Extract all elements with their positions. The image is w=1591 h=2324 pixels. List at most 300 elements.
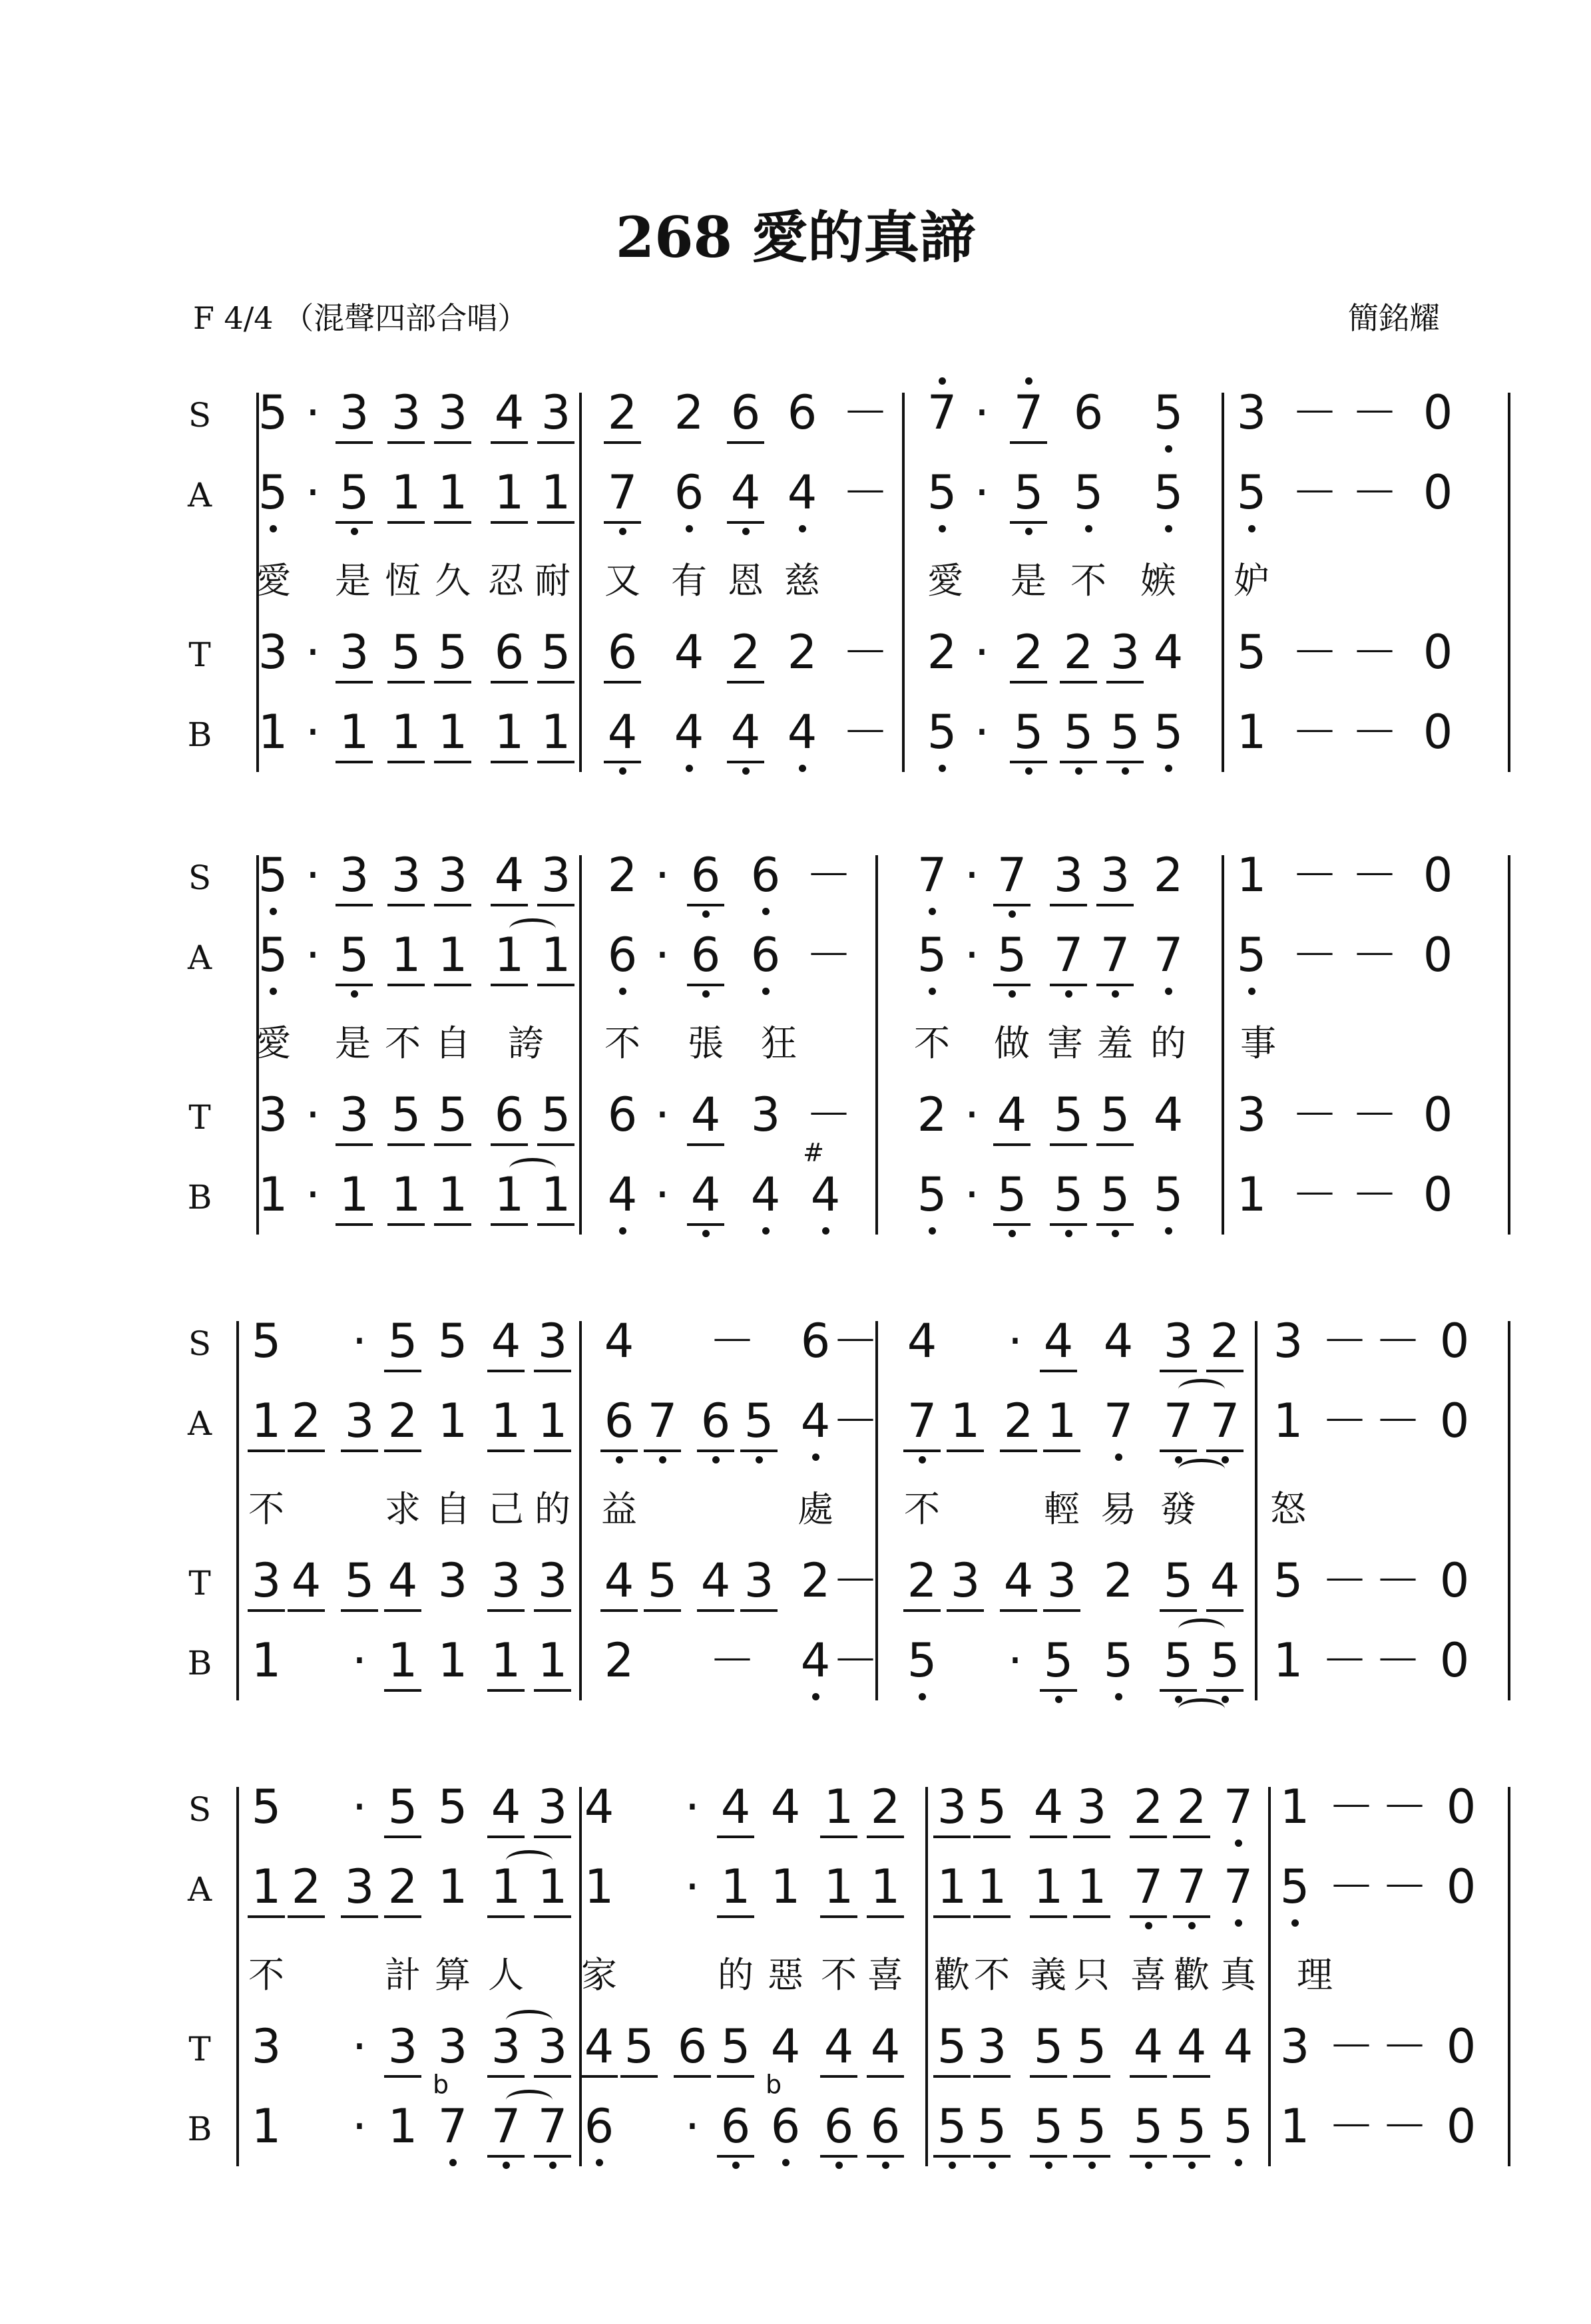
note: 6 <box>1073 385 1104 440</box>
lyric-char: 久 <box>435 560 471 602</box>
voice-label: T <box>188 1564 211 1603</box>
note: · <box>351 2099 367 2154</box>
underline-beam <box>674 2075 711 2078</box>
note: － <box>805 848 852 902</box>
note: 6 <box>750 928 781 982</box>
note: 5 <box>258 848 288 902</box>
octave-dot-below <box>1112 1230 1119 1237</box>
note: 4 <box>584 1780 614 1834</box>
note: 5 <box>437 1780 468 1834</box>
underline-beam <box>820 1915 857 1918</box>
note: 4 <box>750 1167 781 1222</box>
note: 5 <box>1176 2099 1207 2154</box>
octave-dot-below <box>742 528 750 535</box>
note: 4 <box>720 1780 751 1834</box>
note: 5 <box>977 2099 1007 2154</box>
underline-beam <box>336 1143 373 1146</box>
lyric-char: 又 <box>604 560 640 602</box>
note: 6 <box>800 1314 831 1368</box>
note: 1 <box>1076 1859 1107 1914</box>
note: － <box>1351 625 1398 679</box>
note: 4 <box>674 625 704 679</box>
octave-dot-below <box>1165 445 1172 453</box>
lyric-char: 恩 <box>728 560 764 602</box>
note: 5 <box>1163 1553 1194 1608</box>
underline-beam <box>620 2075 658 2078</box>
underline-beam <box>537 761 574 763</box>
note: 3 <box>339 385 369 440</box>
lyric-char: 愛 <box>255 560 291 602</box>
note: 0 <box>1446 2019 1477 2074</box>
lyric-char: 求 <box>385 1488 421 1530</box>
note: － <box>842 465 889 520</box>
note: · <box>654 848 670 902</box>
note: 1 <box>1033 1859 1064 1914</box>
note: － <box>1375 1394 1421 1448</box>
accidental-sign: # <box>803 1138 824 1167</box>
accidental-sign: b <box>432 2070 449 2099</box>
underline-beam <box>820 1836 857 1838</box>
note: · <box>305 465 321 520</box>
underline-beam <box>288 1915 325 1918</box>
note: · <box>684 1780 700 1834</box>
lyric-char: 己 <box>488 1488 524 1530</box>
note: · <box>974 625 990 679</box>
note: · <box>305 1087 321 1142</box>
octave-dot-below <box>1235 2159 1242 2166</box>
underline-beam <box>697 1609 734 1612</box>
note: 4 <box>1153 625 1184 679</box>
underline-beam <box>434 681 471 683</box>
underline-beam <box>248 1609 285 1612</box>
note: 3 <box>391 848 421 902</box>
note: 4 <box>1133 2019 1164 2074</box>
note: 3 <box>339 848 369 902</box>
note: 1 <box>1273 1633 1303 1688</box>
note: 5 <box>1210 1633 1240 1688</box>
note: 4 <box>1003 1553 1034 1608</box>
octave-dot-below <box>686 525 693 532</box>
note: 7 <box>1153 928 1184 982</box>
underline-beam <box>336 441 373 444</box>
note: 1 <box>437 928 468 982</box>
note: 7 <box>1013 385 1044 440</box>
underline-beam <box>1030 2075 1067 2078</box>
note: · <box>351 1314 367 1368</box>
note: · <box>964 928 980 982</box>
note: － <box>1381 1859 1428 1914</box>
voice-label: B <box>187 1178 212 1217</box>
lyric-char: 是 <box>335 560 371 602</box>
note: 7 <box>537 2099 568 2154</box>
octave-dot-below <box>1175 1456 1182 1463</box>
slur-arc <box>1178 1459 1225 1479</box>
note: － <box>1291 928 1338 982</box>
note: 4 <box>800 1394 831 1448</box>
underline-beam <box>867 1915 904 1918</box>
note: － <box>1351 928 1398 982</box>
note: 1 <box>1046 1394 1077 1448</box>
octave-dot-below <box>270 988 277 995</box>
note: 6 <box>690 928 721 982</box>
lyric-char: 只 <box>1074 1954 1110 1996</box>
underline-beam <box>491 521 528 524</box>
underline-beam <box>973 2075 1011 2078</box>
note: 5 <box>437 625 468 679</box>
note: 2 <box>870 1780 901 1834</box>
note: 6 <box>870 2099 901 2154</box>
underline-beam <box>933 2075 971 2078</box>
octave-dot-above <box>1025 377 1032 385</box>
octave-dot-below <box>619 988 626 995</box>
note: 3 <box>344 1859 375 1914</box>
underline-beam <box>1043 1450 1080 1452</box>
note: 5 <box>1033 2019 1064 2074</box>
underline-beam <box>1030 2155 1067 2158</box>
note: · <box>305 848 321 902</box>
lyric-char: 處 <box>797 1488 833 1530</box>
note: 5 <box>1100 1087 1130 1142</box>
octave-dot-below <box>596 2159 603 2166</box>
note: － <box>1328 1859 1375 1914</box>
note: 1 <box>1236 705 1267 759</box>
note: 5 <box>1163 1633 1194 1688</box>
underline-beam <box>687 984 724 986</box>
note: 4 <box>607 705 638 759</box>
voice-label: S <box>188 396 212 435</box>
octave-dot-below <box>1235 1840 1242 1847</box>
note: 0 <box>1423 928 1453 982</box>
note: 3 <box>1236 1087 1267 1142</box>
note: － <box>1321 1633 1368 1688</box>
underline-beam <box>1060 761 1097 763</box>
underline-beam <box>491 441 528 444</box>
note: · <box>684 1859 700 1914</box>
note: 3 <box>1279 2019 1310 2074</box>
underline-beam <box>1206 1450 1244 1452</box>
note: 1 <box>437 1859 468 1914</box>
note: 3 <box>258 1087 288 1142</box>
note: － <box>832 1314 879 1368</box>
note: 1 <box>950 1394 981 1448</box>
lyric-char: 喜 <box>867 1954 903 1996</box>
note: 0 <box>1423 848 1453 902</box>
lyric-char: 自 <box>435 1022 471 1064</box>
note: 4 <box>770 2019 801 2074</box>
underline-beam <box>537 681 574 683</box>
underline-beam <box>336 984 373 986</box>
lyric-char: 不 <box>248 1954 284 1996</box>
underline-beam <box>687 904 724 906</box>
underline-beam <box>487 1450 525 1452</box>
underline-beam <box>820 2155 857 2158</box>
underline-beam <box>487 1689 525 1692</box>
note: · <box>654 928 670 982</box>
note: 4 <box>800 1633 831 1688</box>
song-title: 268 愛的真諦 <box>615 204 976 270</box>
note: 4 <box>690 1167 721 1222</box>
underline-beam <box>387 904 425 906</box>
note: 1 <box>258 1167 288 1222</box>
note: 0 <box>1446 1780 1477 1834</box>
underline-beam <box>336 761 373 763</box>
underline-beam <box>1130 2155 1167 2158</box>
underline-beam <box>1050 1223 1087 1226</box>
note: 5 <box>1236 928 1267 982</box>
note: 1 <box>584 1859 614 1914</box>
note: 7 <box>917 848 947 902</box>
note: 0 <box>1423 1167 1453 1222</box>
lyric-char: 不 <box>914 1022 950 1064</box>
underline-beam <box>434 441 471 444</box>
octave-dot-below <box>351 990 358 998</box>
note: 1 <box>1279 1780 1310 1834</box>
underline-beam <box>434 904 471 906</box>
lyric-char: 慈 <box>784 560 820 602</box>
note: 1 <box>1279 2099 1310 2154</box>
note: 5 <box>339 928 369 982</box>
bar-line <box>1508 393 1510 772</box>
underline-beam <box>947 1450 984 1452</box>
octave-dot-below <box>1145 1922 1152 1929</box>
underline-beam <box>1050 904 1087 906</box>
note: · <box>964 848 980 902</box>
note: － <box>709 1314 756 1368</box>
underline-beam <box>1050 1143 1087 1146</box>
underline-beam <box>387 441 425 444</box>
underline-beam <box>1010 761 1047 763</box>
underline-beam <box>336 904 373 906</box>
key-time-signature: F 4/4 （混聲四部合唱） <box>193 300 529 336</box>
lyric-char: 是 <box>1011 560 1046 602</box>
octave-dot-below <box>782 2159 790 2166</box>
note: 5 <box>1279 1859 1310 1914</box>
note: 1 <box>1236 848 1267 902</box>
note: 6 <box>750 848 781 902</box>
note: 5 <box>647 1553 678 1608</box>
slur-arc <box>1178 1698 1225 1719</box>
note: 5 <box>251 1314 282 1368</box>
note: 3 <box>977 2019 1007 2074</box>
octave-dot-below <box>1085 525 1092 532</box>
underline-beam <box>341 1915 378 1918</box>
lyric-char: 不 <box>904 1488 940 1530</box>
underline-beam <box>387 761 425 763</box>
note: 6 <box>607 625 638 679</box>
underline-beam <box>973 1915 1011 1918</box>
note: 6 <box>494 625 525 679</box>
octave-dot-below <box>762 1227 770 1235</box>
octave-dot-below <box>812 1693 819 1700</box>
underline-beam <box>537 521 574 524</box>
lyric-char: 妒 <box>1234 560 1269 602</box>
note: 3 <box>251 2019 282 2074</box>
underline-beam <box>717 1836 754 1838</box>
note: 2 <box>291 1859 322 1914</box>
lyric-char: 恆 <box>385 560 421 602</box>
underline-beam <box>487 2155 525 2158</box>
octave-dot-below <box>1235 1919 1242 1927</box>
lyric-char: 的 <box>535 1488 570 1530</box>
note: 4 <box>491 1314 521 1368</box>
note: 5 <box>927 705 957 759</box>
score-system <box>0 1308 1591 1707</box>
note: 4 <box>604 1314 634 1368</box>
lyric-char: 不 <box>821 1954 857 1996</box>
note: 2 <box>1003 1394 1034 1448</box>
note: － <box>832 1633 879 1688</box>
octave-dot-below <box>1175 1696 1182 1703</box>
underline-beam <box>1106 681 1144 683</box>
note: － <box>709 1633 756 1688</box>
note: 2 <box>787 625 817 679</box>
note: － <box>842 625 889 679</box>
lyric-char: 算 <box>435 1954 471 1996</box>
note: 5 <box>1063 705 1094 759</box>
note: 4 <box>1210 1553 1240 1608</box>
note: 5 <box>1073 465 1104 520</box>
note: － <box>1291 1167 1338 1222</box>
underline-beam <box>1160 1609 1197 1612</box>
note: 5 <box>744 1394 774 1448</box>
note: 1 <box>541 1167 571 1222</box>
note: － <box>1291 1087 1338 1142</box>
note: 1 <box>391 1167 421 1222</box>
underline-beam <box>867 2155 904 2158</box>
note: 5 <box>937 2099 967 2154</box>
lyric-char: 益 <box>601 1488 637 1530</box>
underline-beam <box>973 1836 1011 1838</box>
note: 2 <box>604 1633 634 1688</box>
underline-beam <box>1106 761 1144 763</box>
note: 4 <box>823 2019 854 2074</box>
note: 1 <box>494 705 525 759</box>
score-system <box>0 379 1591 779</box>
underline-beam <box>387 681 425 683</box>
underline-beam <box>537 1143 574 1146</box>
note: 6 <box>604 1394 634 1448</box>
note: 2 <box>1063 625 1094 679</box>
octave-dot-below <box>702 1230 710 1237</box>
underline-beam <box>491 1223 528 1226</box>
underline-beam <box>993 1223 1030 1226</box>
underline-beam <box>336 1223 373 1226</box>
note: － <box>1351 848 1398 902</box>
underline-beam <box>341 1450 378 1452</box>
note: 5 <box>391 1087 421 1142</box>
octave-dot-below <box>619 767 626 775</box>
underline-beam <box>341 1609 378 1612</box>
note: 3 <box>251 1553 282 1608</box>
note: － <box>1328 1780 1375 1834</box>
note: 5 <box>1076 2099 1107 2154</box>
underline-beam <box>727 441 764 444</box>
note: 7 <box>491 2099 521 2154</box>
lyric-char: 義 <box>1030 1954 1066 1996</box>
octave-dot-below <box>882 2162 889 2169</box>
note: 6 <box>823 2099 854 2154</box>
note: － <box>842 705 889 759</box>
note: 4 <box>494 848 525 902</box>
underline-beam <box>1000 1450 1037 1452</box>
lyric-char: 不 <box>385 1022 421 1064</box>
note: · <box>974 465 990 520</box>
note: 2 <box>1103 1553 1134 1608</box>
note: － <box>1381 2019 1428 2074</box>
note: 1 <box>391 705 421 759</box>
underline-beam <box>740 1450 778 1452</box>
note: 7 <box>1163 1394 1194 1448</box>
octave-dot-below <box>742 767 750 775</box>
octave-dot-below <box>1065 990 1072 998</box>
underline-beam <box>1096 1223 1134 1226</box>
note: 0 <box>1423 385 1453 440</box>
note: 3 <box>541 385 571 440</box>
bar-line <box>1508 1321 1510 1700</box>
note: 1 <box>437 705 468 759</box>
note: 1 <box>251 2099 282 2154</box>
note: 3 <box>387 2019 418 2074</box>
note: 1 <box>720 1859 751 1914</box>
underline-beam <box>1043 1609 1080 1612</box>
underline-beam <box>1010 521 1047 524</box>
note: 5 <box>1033 2099 1064 2154</box>
octave-dot-below <box>1009 1230 1016 1237</box>
note: 2 <box>387 1859 418 1914</box>
note: 4 <box>387 1553 418 1608</box>
note: 0 <box>1439 1633 1470 1688</box>
underline-beam <box>336 521 373 524</box>
octave-dot-below <box>1009 910 1016 918</box>
underline-beam <box>644 1450 681 1452</box>
octave-dot-below <box>762 908 770 915</box>
lyric-char: 愛 <box>927 560 963 602</box>
note: 5 <box>997 928 1027 982</box>
note: 4 <box>1223 2019 1253 2074</box>
note: 4 <box>810 1167 841 1222</box>
underline-beam <box>387 1223 425 1226</box>
bar-line <box>1222 855 1224 1235</box>
note: 5 <box>1076 2019 1107 2074</box>
lyric-char: 是 <box>335 1022 371 1064</box>
underline-beam <box>534 1915 571 1918</box>
note: 5 <box>927 465 957 520</box>
note: · <box>305 385 321 440</box>
octave-dot-below <box>659 1456 666 1463</box>
note: 5 <box>387 1314 418 1368</box>
underline-beam <box>1010 681 1047 683</box>
lyric-char: 怒 <box>1270 1488 1306 1530</box>
note: 1 <box>494 928 525 982</box>
note: － <box>1291 385 1338 440</box>
note: 3 <box>339 1087 369 1142</box>
octave-dot-below <box>929 908 936 915</box>
underline-beam <box>820 2075 857 2078</box>
octave-dot-below <box>1165 988 1172 995</box>
note: 7 <box>1103 1394 1134 1448</box>
octave-dot-above <box>939 377 946 385</box>
lyric-char: 忍 <box>488 560 524 602</box>
note: 3 <box>537 1314 568 1368</box>
underline-beam <box>933 2155 971 2158</box>
note: 5 <box>437 1314 468 1368</box>
note: 3 <box>537 1553 568 1608</box>
underline-beam <box>604 761 641 763</box>
note: 5 <box>541 1087 571 1142</box>
note: 5 <box>387 1780 418 1834</box>
lyric-char: 自 <box>435 1488 471 1530</box>
underline-beam <box>534 1689 571 1692</box>
